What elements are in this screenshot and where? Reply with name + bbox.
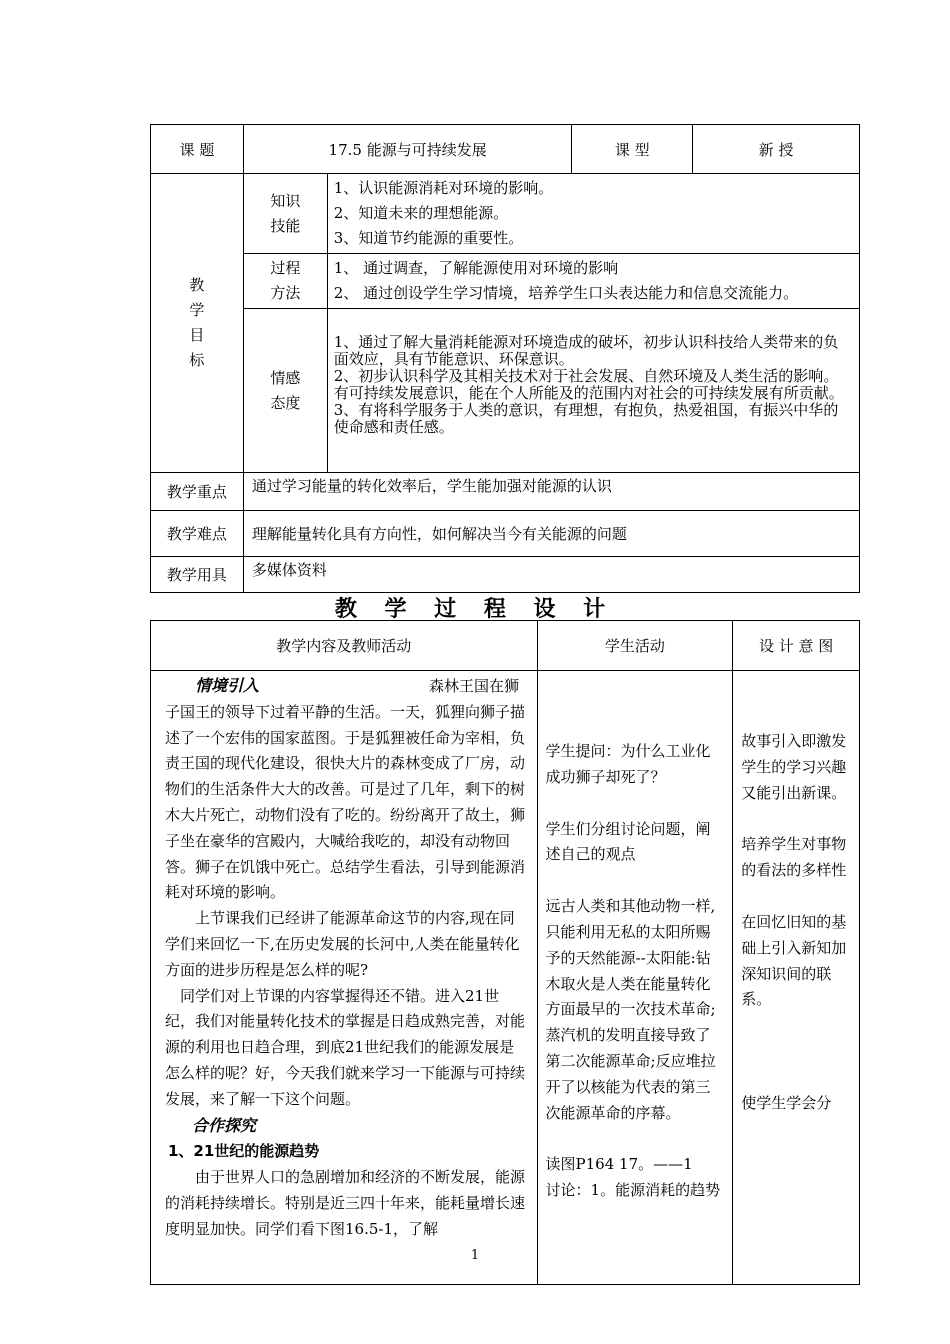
intent-story: 故事引入即激发学生的学习兴趣又能引出新课。 <box>741 732 847 802</box>
tools-value: 多媒体资料 <box>243 557 859 593</box>
page-number: 1 <box>470 1248 480 1263</box>
difficulty-label: 教学难点 <box>151 511 244 557</box>
summary-text: 总结学生看法，引导到能源消耗对环境的影响。 <box>165 857 526 902</box>
student-activity <box>537 671 733 1285</box>
header-intent: 设 计 意 图 <box>733 621 860 671</box>
process-items: 1、 通过调查，了解能源使用对环境的影响 2、 通过创设学生学习情境，培养学生口头表达能力和信息交流能力。 <box>327 254 859 309</box>
student-question: 学生提问：为什么工业化成功狮子却死了？ <box>545 742 711 786</box>
explore-heading: 合作探究 <box>192 1115 257 1135</box>
header-student: 学生活动 <box>537 621 733 671</box>
section-heading: 1、21世纪的能源趋势 <box>168 1142 320 1161</box>
emotion-label: 情感 态度 <box>243 309 327 473</box>
tools-label: 教学用具 <box>151 557 244 593</box>
lesson-info-table <box>150 124 860 593</box>
design-intent <box>733 671 860 1285</box>
header-teacher: 教学内容及教师活动 <box>151 621 538 671</box>
intent-analysis: 使学生学会分 <box>741 1094 832 1113</box>
topic-value: 17.5 能源与可持续发展 <box>243 125 572 174</box>
topic-label: 课 题 <box>151 125 244 174</box>
intro-heading: 情境引入 <box>195 676 260 695</box>
bridge-text: 同学们对上节课的内容掌握得还不错。进入21世纪，我们对能量转化技术的掌握是日趋成熟完善，对能源的利用也日趋合理，到底21世纪我们的能源发展是怎么样的呢？好，今天我们就来学习一下能源与可持续发展，来了解一下这个问题。 <box>165 986 526 1108</box>
student-read-figure: 读图P164 17。——1 <box>545 1155 693 1174</box>
knowledge-label: 知识 技能 <box>243 174 327 254</box>
review-text: 上节课我们已经讲了能源革命这节的内容,现在同学们来回忆一下,在历史发展的长河中,人类在能量转化方面的进步历程是怎么样的呢? <box>165 909 520 979</box>
difficulty-value: 理解能量转化具有方向性，如何解决当今有关能源的问题 <box>243 511 859 557</box>
process-design-table <box>150 620 860 1285</box>
key-point-value: 通过学习能量的转化效率后，学生能加强对能源的认识 <box>243 473 859 511</box>
type-value: 新 授 <box>693 125 860 174</box>
student-discuss-trend: 讨论：1。能源消耗的趋势 <box>545 1181 721 1200</box>
process-label: 过程 方法 <box>243 254 327 309</box>
objectives-label: 教 学 目 标 <box>151 174 244 473</box>
type-label: 课 型 <box>572 125 693 174</box>
section-text: 由于世界人口的急剧增加和经济的不断发展，能源的消耗持续增长。特别是近三四十年来，能耗量增长速度明显加快。同学们看下图16.5-1，了解 <box>165 1168 526 1238</box>
intent-review: 在回忆旧知的基础上引入新知加深知识间的联系。 <box>741 912 847 1009</box>
intent-diversity: 培养学生对事物的看法的多样性 <box>741 835 847 880</box>
teacher-activity <box>151 671 538 1285</box>
key-point-label: 教学重点 <box>151 473 244 511</box>
student-discussion: 学生们分组讨论问题，阐述自己的观点 <box>545 819 711 864</box>
knowledge-items: 1、认识能源消耗对环境的影响。 2、知道未来的理想能源。 3、知道节约能源的重要性。 <box>327 174 859 254</box>
student-history: 远古人类和其他动物一样,只能利用无私的太阳所赐予的天然能源--太阳能:钻木取火是人类在能量转化方面最早的一次技术革命;蒸汽机的发明直接导致了第二次能源革命;反应堆拉开了以核能为代表的第三次能源革命的序幕。 <box>545 897 716 1122</box>
intro-text: 森林王国在狮子国王的领导下过着平静的生活。一天，狐狸向狮子描述了一个宏伟的国家蓝图。于是狐狸被任命为宰相，负责王国的现代化建设，很快大片的森林变成了厂房，动物们的生活条件大大的改善。可是过了几年，剩下的树木大片死亡，动物们没有了吃的。纷纷离开了故土，狮子坐在豪华的宫殿内，大喊给我吃的，却没有动物回答。狮子在饥饿中死亡。 <box>165 677 526 876</box>
emotion-items: 1、通过了解大量消耗能源对环境造成的破坏，初步认识科技给人类带来的负面效应，具有节能意识、环保意识。 2、初步认识科学及其相关技术对于社会发展、自然环境及人类生活的影响。有可持续发展意识，能在个人所能及的范围内对社会的可持续发展有所贡献。 3、有将科学服务于人类的意识，有理想，有抱负，热爱祖国，有振兴中华的使命感和责任感。 <box>327 309 859 473</box>
process-design-title: 教 学 过 程 设 计 <box>334 597 616 622</box>
